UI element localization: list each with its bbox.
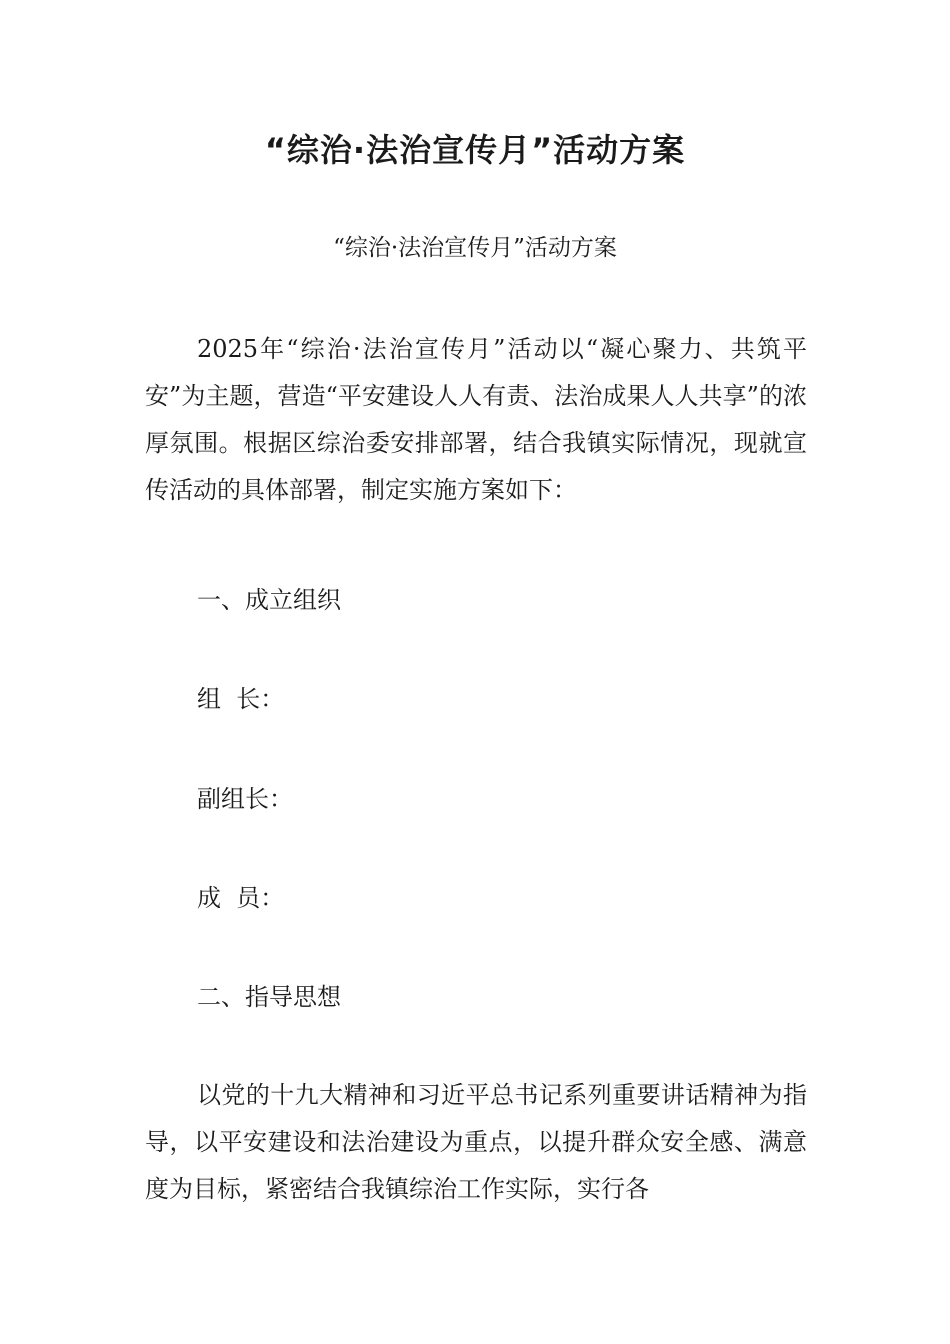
section-heading-guiding-ideology: 二、指导思想	[197, 983, 341, 1011]
members-label: 成 员：	[197, 884, 285, 912]
intro-paragraph: 2025年“综治·法治宣传月”活动以“凝心聚力、共筑平安”为主题，营造“平安建设人人有责、法治成果人人共享”的浓厚氛围。根据区综治委安排部署，结合我镇实际情况，现就宣传活动的具体部署，制定实施方案如下：	[145, 335, 807, 504]
section-heading-organization: 一、成立组织	[197, 586, 341, 614]
guiding-ideology-paragraph: 以党的十九大精神和习近平总书记系列重要讲话精神为指导，以平安建设和法治建设为重点，以提升群众安全感、满意度为目标，紧密结合我镇综治工作实际，实行各	[145, 1081, 807, 1203]
deputy-leader-label: 副组长：	[197, 785, 293, 813]
document-subtitle: “综治·法治宣传月”活动方案	[333, 235, 617, 261]
document-title: “综治·法治宣传月”活动方案	[264, 131, 686, 169]
leader-label: 组 长：	[197, 685, 285, 713]
